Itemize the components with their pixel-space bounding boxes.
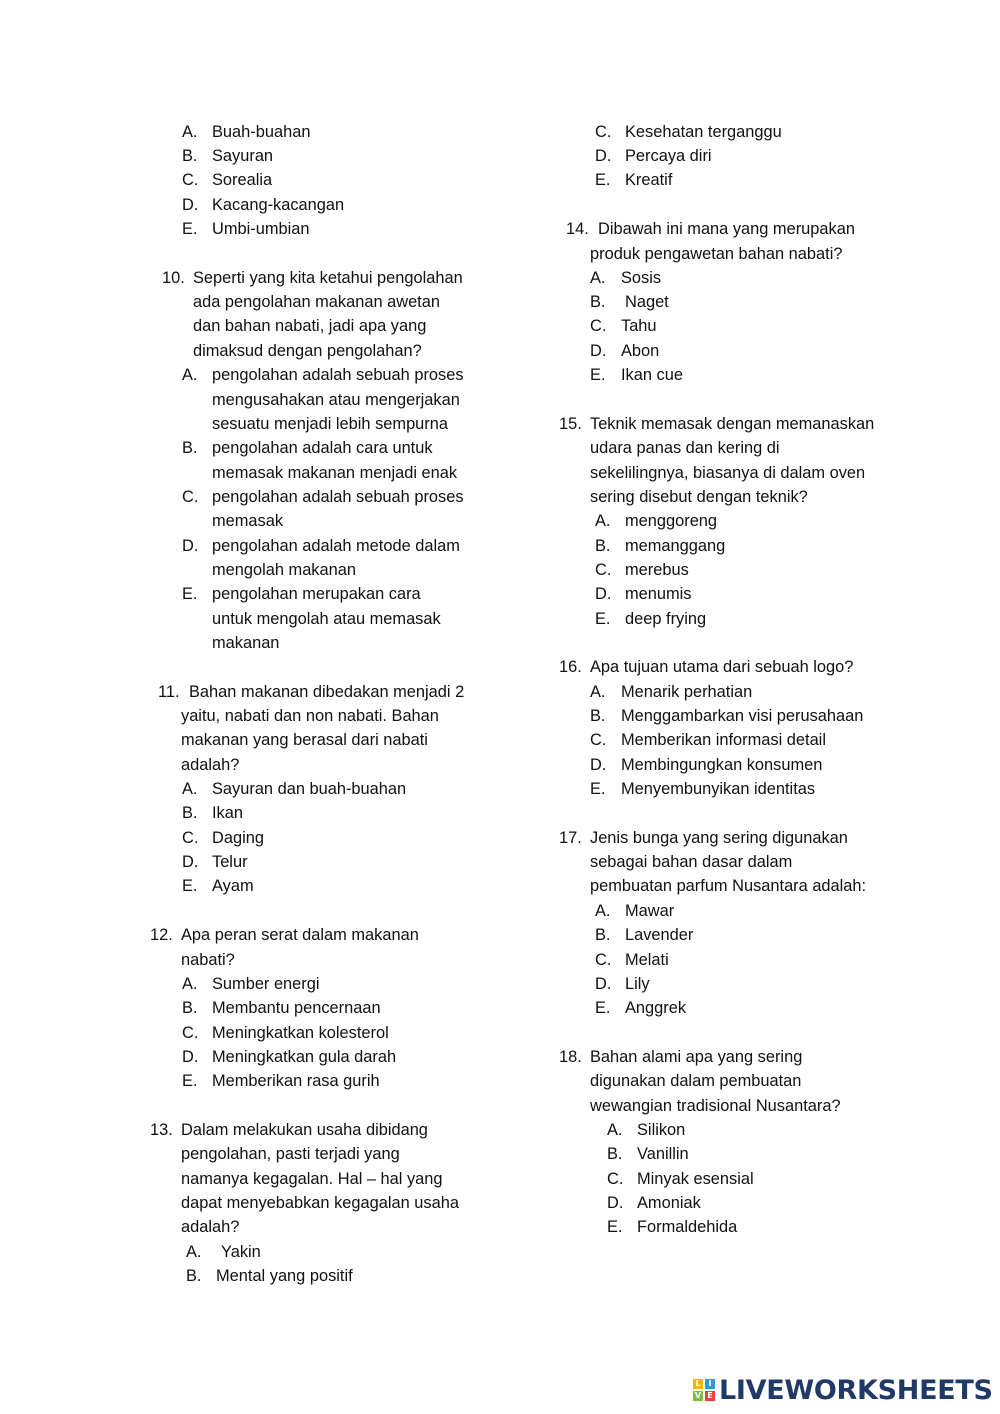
question-number: 10.: [162, 269, 185, 287]
question-number: 12.: [150, 926, 173, 944]
logo-tile-v: V: [694, 1391, 702, 1400]
question-number: 17.: [559, 829, 582, 847]
logo-tile-i: I: [705, 1379, 715, 1389]
question-number: 18.: [559, 1048, 582, 1066]
question-number: 13.: [150, 1121, 173, 1139]
liveworksheets-wordmark: LIVEWORKSHEETS: [719, 1374, 993, 1406]
question-number: 16.: [559, 658, 582, 676]
question-number: 14.: [566, 220, 589, 238]
logo-tile-l: L: [693, 1379, 703, 1389]
liveworksheets-icon: [692, 1378, 716, 1402]
liveworksheets-logo[interactable]: [692, 1375, 993, 1405]
logo-tile-e: E: [705, 1391, 715, 1401]
question-number: 15.: [559, 415, 582, 433]
question-number: 11.: [158, 683, 180, 701]
